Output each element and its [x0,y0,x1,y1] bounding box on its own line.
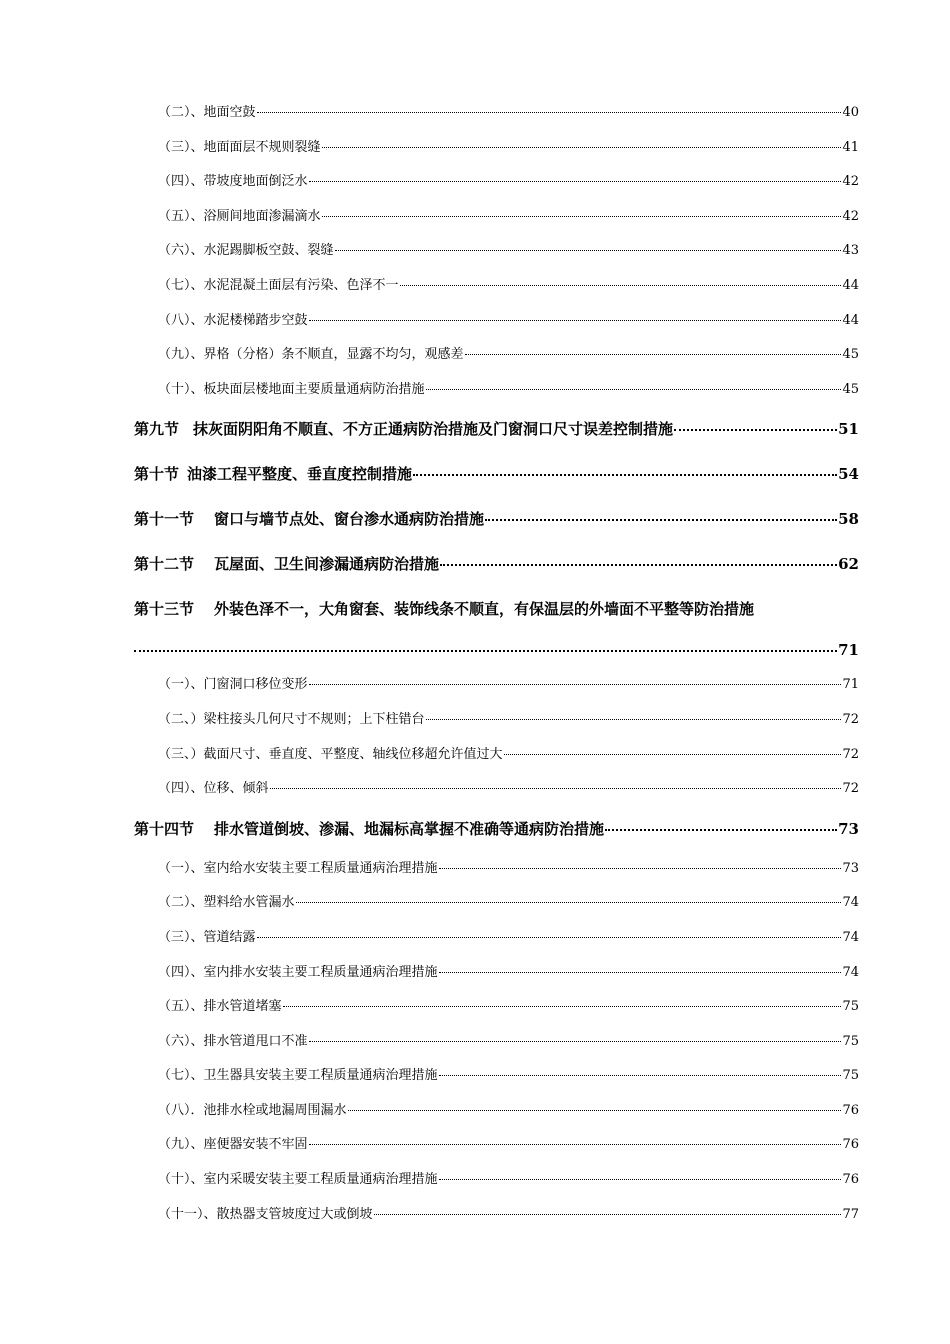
toc-page-number: 45 [842,381,859,397]
toc-page-number: 72 [842,711,859,727]
section-title: 抹灰面阴阳角不顺直、不方正通病防治措施及门窗洞口尺寸误差控制措施 [193,420,674,439]
toc-entry-label: （九）、界格（分格）条不顺直，显露不均匀，观感差 [158,347,464,363]
toc-entry-label: （四）、室内排水安装主要工程质量通病治理措施 [158,964,438,980]
toc-section-continuation [134,632,859,668]
toc-page-number: 73 [842,860,859,876]
toc-page-number: 76 [842,1172,859,1188]
leader-dots [257,112,842,113]
toc-entry-label: （十）、板块面层楼地面主要质量通病防治措施 [158,381,425,397]
toc-page-number: 74 [842,895,859,911]
leader-dots [440,564,837,566]
toc-entry-label: （五）、浴厕间地面渗漏滴水 [158,208,321,224]
toc-page-number: 43 [842,243,859,259]
toc-entry-label: （四）、位移、倾斜 [158,781,269,797]
section-number: 第十四节 [134,819,195,838]
toc-page-number: 76 [842,1137,859,1153]
leader-dots [309,320,842,321]
leader-dots [309,181,842,182]
toc-entry-label: （六）、排水管道甩口不准 [158,1033,308,1049]
toc-entry[interactable] [134,990,859,1025]
toc-entry-label: （一）、室内给水安装主要工程质量通病治理措施 [158,860,438,876]
leader-dots [426,389,842,390]
toc-entry-label: （三）、地面面层不规则裂缝 [158,139,321,155]
toc-page-number: 73 [838,819,859,838]
section-title: 瓦屋面、卫生间渗漏通病防治措施 [214,555,440,574]
toc-section-label [134,497,484,542]
leader-dots [283,1006,842,1007]
leader-dots [439,1075,842,1076]
toc-entry[interactable] [134,96,859,131]
leader-dots [309,684,842,685]
section-title: 外装色泽不一，大角窗套、装饰线条不顺直，有保温层的外墙面不平整等防治措施 [214,600,755,619]
toc-page-number: 44 [842,312,859,328]
toc-section-label [134,807,604,852]
toc-section-label [134,587,859,632]
toc-page-number: 42 [842,174,859,190]
toc-page-number: 76 [842,1102,859,1118]
toc-entry[interactable] [134,668,859,703]
toc-entry-label: （十一）、散热器支管坡度过大或倒坡 [158,1206,373,1222]
leader-dots [309,1041,842,1042]
toc-page-number: 74 [842,964,859,980]
leader-dots [439,1179,842,1180]
leader-dots [426,719,842,720]
section-number: 第九节 [134,420,180,439]
toc-entry-label: （八）．池排水栓或地漏周围漏水 [158,1102,347,1118]
toc-entry[interactable] [134,1025,859,1060]
leader-dots [257,937,842,938]
toc-page-number: 75 [842,999,859,1015]
leader-dots [400,285,842,286]
toc-entry-label: （九）、座便器安装不牢固 [158,1137,308,1153]
toc-section-label [134,407,673,452]
toc-page-number: 71 [838,641,859,660]
toc-entry-label: （二、）梁柱接头几何尺寸不规则；上下柱错台 [158,711,425,727]
toc-entry[interactable] [134,772,859,807]
toc-entry[interactable] [134,1128,859,1163]
toc-entry-label: （十）、室内采暖安装主要工程质量通病治理措施 [158,1172,438,1188]
toc-entry[interactable] [134,304,859,339]
toc-entry[interactable] [134,200,859,235]
section-number: 第十节 [134,465,180,484]
leader-dots [322,147,842,148]
toc-entry-label: （三）、管道结露 [158,929,256,945]
leader-dots [605,829,837,831]
toc-page-number: 45 [842,347,859,363]
leader-dots [374,1214,842,1215]
toc-entry[interactable] [134,703,859,738]
leader-dots [348,1110,842,1111]
toc-entry[interactable] [134,1094,859,1129]
toc-entry[interactable] [134,234,859,269]
toc-page-number: 62 [838,555,859,574]
section-title: 油漆工程平整度、垂直度控制措施 [187,465,413,484]
toc-page-number: 51 [838,420,859,439]
toc-page-number: 74 [842,929,859,945]
toc-page-number: 77 [842,1206,859,1222]
toc-page-number: 58 [838,510,859,529]
toc-section-label [134,542,439,587]
toc-entry-label: （七）、水泥混凝土面层有污染、色泽不一 [158,277,399,293]
leader-dots [674,429,837,431]
toc-section-entry[interactable] [134,407,859,452]
leader-dots [335,250,842,251]
toc-page-number: 75 [842,1033,859,1049]
toc-page-number: 54 [838,465,859,484]
section-number: 第十一节 [134,510,195,529]
section-number: 第十三节 [134,600,195,619]
toc-entry-label: （六）、水泥踢脚板空鼓、裂缝 [158,243,334,259]
leader-dots [413,474,837,476]
leader-dots [296,902,842,903]
section-title: 窗口与墙节点处、窗台渗水通病防治措施 [214,510,485,529]
toc-page-number: 72 [842,746,859,762]
toc-entry[interactable] [134,1163,859,1198]
toc-entry[interactable] [134,921,859,956]
toc-page-number: 40 [842,105,859,120]
toc-entry-label: （三、）截面尺寸、垂直度、平整度、轴线位移超允许值过大 [158,746,503,762]
leader-dots [439,868,842,869]
toc-page-number: 41 [842,139,859,155]
toc-entry-label: （四）、带坡度地面倒泛水 [158,174,308,190]
toc-page-number: 72 [842,781,859,797]
toc-page-number: 42 [842,208,859,224]
leader-dots [322,216,842,217]
leader-dots [465,354,842,355]
toc-entry[interactable] [134,131,859,166]
toc-entry[interactable] [134,165,859,200]
toc-section-entry[interactable] [134,497,859,542]
toc-entry-label: （五）、排水管道堵塞 [158,999,282,1015]
section-title: 排水管道倒坡、渗漏、地漏标高掌握不准确等通病防治措施 [214,819,605,838]
leader-dots [485,519,837,521]
leader-dots [134,650,837,652]
toc-entry[interactable] [134,886,859,921]
toc-entry-label: （二）、地面空鼓 [158,105,256,120]
toc-entry-label: （八）、水泥楼梯踏步空鼓 [158,312,308,328]
toc-entry[interactable] [134,373,859,408]
leader-dots [309,1144,842,1145]
toc-section-entry[interactable] [134,807,859,852]
toc-section-entry[interactable] [134,587,859,668]
toc-entry[interactable] [134,738,859,773]
toc-entry[interactable] [134,956,859,991]
toc-entry[interactable] [134,852,859,887]
toc-entry-label: （二）、塑料给水管漏水 [158,895,295,911]
toc-entry[interactable] [134,269,859,304]
toc-entry-label: （一）、门窗洞口移位变形 [158,677,308,693]
toc-page-number: 75 [842,1068,859,1084]
toc-page-number: 71 [842,677,859,693]
toc-entry-label: （七）、卫生器具安装主要工程质量通病治理措施 [158,1068,438,1084]
leader-dots [270,788,842,789]
toc-section-entry[interactable] [134,452,859,497]
toc-entry[interactable] [134,1198,859,1233]
table-of-contents [134,96,859,1232]
leader-dots [504,754,842,755]
toc-section-entry[interactable] [134,542,859,587]
toc-entry[interactable] [134,338,859,373]
toc-entry[interactable] [134,1059,859,1094]
toc-section-label [134,452,412,497]
section-number: 第十二节 [134,555,195,574]
toc-page-number: 44 [842,277,859,293]
leader-dots [439,972,842,973]
